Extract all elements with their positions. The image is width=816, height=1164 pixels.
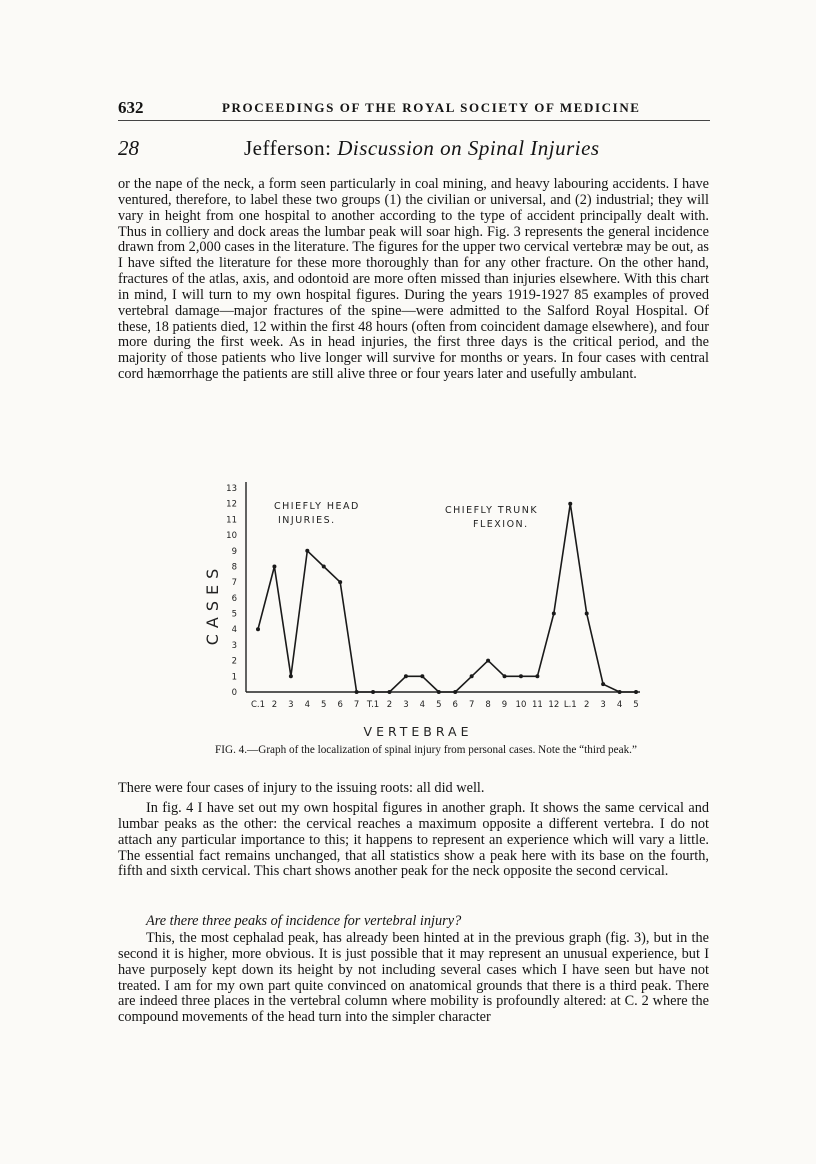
article-number: 28 [118,136,139,160]
data-point-C6 [338,580,342,584]
journal-title: PROCEEDINGS OF THE ROYAL SOCIETY OF MEDICINE [222,100,641,115]
data-point-C4 [305,549,309,553]
x-tick-label: 5 [436,700,442,710]
x-tick-label: 4 [616,700,623,710]
annotation-head-line1: CHIEFLY HEAD [274,501,360,512]
y-tick-label: 10 [226,531,237,542]
data-point-T6 [453,690,457,694]
y-tick-label: 5 [231,609,237,620]
x-tick-label: 3 [288,700,294,710]
y-tick-label: 4 [231,625,237,636]
data-point-T11 [535,674,539,678]
y-axis-title: CASES [203,562,222,646]
x-tick-label: 7 [353,700,360,710]
data-point-C5 [322,564,326,568]
body-paragraph: In fig. 4 I have set out my own hospital figures in another graph. It shows the same cervical and lumbar peaks as the other: the cervical reaches a maximum opposite a different vertebra. I do not attach any particular importance to this; it happens to represent an experience which will vary a little. The essential fact remains unchanged, that all statistics show a peak here with its base on the fourth, fifth and sixth cervical. This chart shows another peak for the neck opposite the second cervical. [118,800,709,880]
x-tick-label: T.1 [366,700,380,710]
y-tick-label: 12 [226,499,237,510]
page-number: 632 [118,98,144,117]
data-point-C3 [289,674,293,678]
x-tick-label: 6 [337,700,343,710]
data-point-L3 [601,682,605,686]
x-tick-label: 8 [485,700,491,710]
data-point-C7 [355,690,359,694]
y-tick-label: 2 [231,656,237,667]
data-point-C1 [256,627,260,631]
article-title [244,136,600,161]
data-point-C2 [272,564,276,568]
annotation-head-line2: INJURIES. [278,515,336,526]
x-tick-label: 3 [403,700,409,710]
data-point-L4 [618,690,622,694]
article-author: Jefferson [244,136,326,160]
x-axis-title: VERTEBRAE [363,724,473,738]
y-tick-label: 11 [226,515,237,526]
x-tick-label: 4 [304,700,311,710]
data-point-T12 [552,612,556,616]
data-point-T2 [387,690,391,694]
x-tick-label: 11 [531,700,543,710]
x-tick-label: 5 [633,700,639,710]
x-tick-label: C.1 [250,700,266,710]
x-tick-label: 2 [386,700,393,710]
data-point-L2 [585,612,589,616]
y-tick-label: 1 [231,672,237,683]
figure-4-chart [180,476,660,738]
running-header [118,96,710,121]
series-line [258,504,636,692]
x-tick-label: 4 [419,700,426,710]
chart-marks [256,502,638,694]
y-tick-label: 8 [231,562,237,573]
y-tick-label: 0 [231,688,237,698]
x-tick-label: 12 [548,700,560,710]
y-tick-label: 6 [231,593,237,604]
data-point-L1 [568,502,572,506]
figure-caption: FIG. 4.—Graph of the localization of spinal injury from personal cases. Note the “third peak.” [215,744,637,756]
x-tick-label: 3 [600,700,606,710]
y-tick-label: 13 [226,484,237,494]
x-tick-label: 7 [468,700,475,710]
x-tick-label: 9 [501,700,508,710]
x-tick-label: 2 [271,700,278,710]
x-tick-label: 10 [515,700,527,710]
y-tick-label: 7 [231,578,237,589]
article-subject: Discussion on Spinal Injuries [337,136,600,160]
data-point-T7 [470,674,474,678]
y-tick-label: 3 [231,640,237,651]
data-point-T1 [371,690,375,694]
body-paragraph: This, the most cephalad peak, has already been hinted at in the previous graph (fig. 3), but in the second it is higher, more obvious. It is just possible that it may represent an unusual experience, but I have purposely kept down its height by not including several cases which I have seen but have not treated. I am for my own part quite convinced on anatomical grounds that there is a third peak. There are indeed three places in the vertebral column where mobility is profoundly altered: at C. 2 where the compound movements of the head turn into the simpler character [118,930,709,1026]
body-paragraph: There were four cases of injury to the issuing roots: all did well. [118,780,485,796]
data-point-T3 [404,674,408,678]
x-tick-label: 6 [452,700,458,710]
x-tick-label: 2 [583,700,590,710]
y-tick-label: 9 [231,546,237,557]
data-point-T4 [420,674,424,678]
annotation-trunk-line1: CHIEFLY TRUNK [445,505,539,516]
x-tick-label: 5 [321,700,327,710]
article-header [118,136,718,166]
data-point-L5 [634,690,638,694]
data-point-T10 [519,674,523,678]
section-question: Are there three peaks of incidence for vertebral injury? [146,913,462,929]
body-paragraph: or the nape of the neck, a form seen particularly in coal mining, and heavy labouring accidents. I have ventured, therefore, to label these two groups (1) the civilian or universal, and (2) industrial; they will vary in height from one hospital to another according to the type of accident principally dealt with. Thus in colliery and dock areas the lumbar peak will soar high. Fig. 3 represents the general incidence drawn from 2,000 cases in the literature. The figures for the upper two cervical vertebræ may be out, as I have sifted the literature for these more thoroughly than for any other fracture. On the other hand, fractures of the atlas, axis, and odontoid are more often missed than injuries elsewhere. With this chart in mind, I will turn to my own hospital figures. During the years 1919-1927 85 examples of proved vertebral damage—major fractures of the spine—were admitted to the Salford Royal Hospital. Of these, 18 patients died, 12 within the first 48 hours (often from coincident damage elsewhere), and four more during the first week. As in head injuries, the first three days is the critical period, and the majority of those patients who live longer will survive for months or years. In four cases with central cord hæmorrhage the patients are still alive three or four years later and usefully ambulant. [118,176,709,383]
title-separator: : [325,136,338,160]
annotation-trunk-line2: FLEXION. [473,519,529,530]
x-tick-label: L.1 [563,700,577,710]
data-point-T9 [503,674,507,678]
data-point-T8 [486,659,490,663]
data-point-T5 [437,690,441,694]
